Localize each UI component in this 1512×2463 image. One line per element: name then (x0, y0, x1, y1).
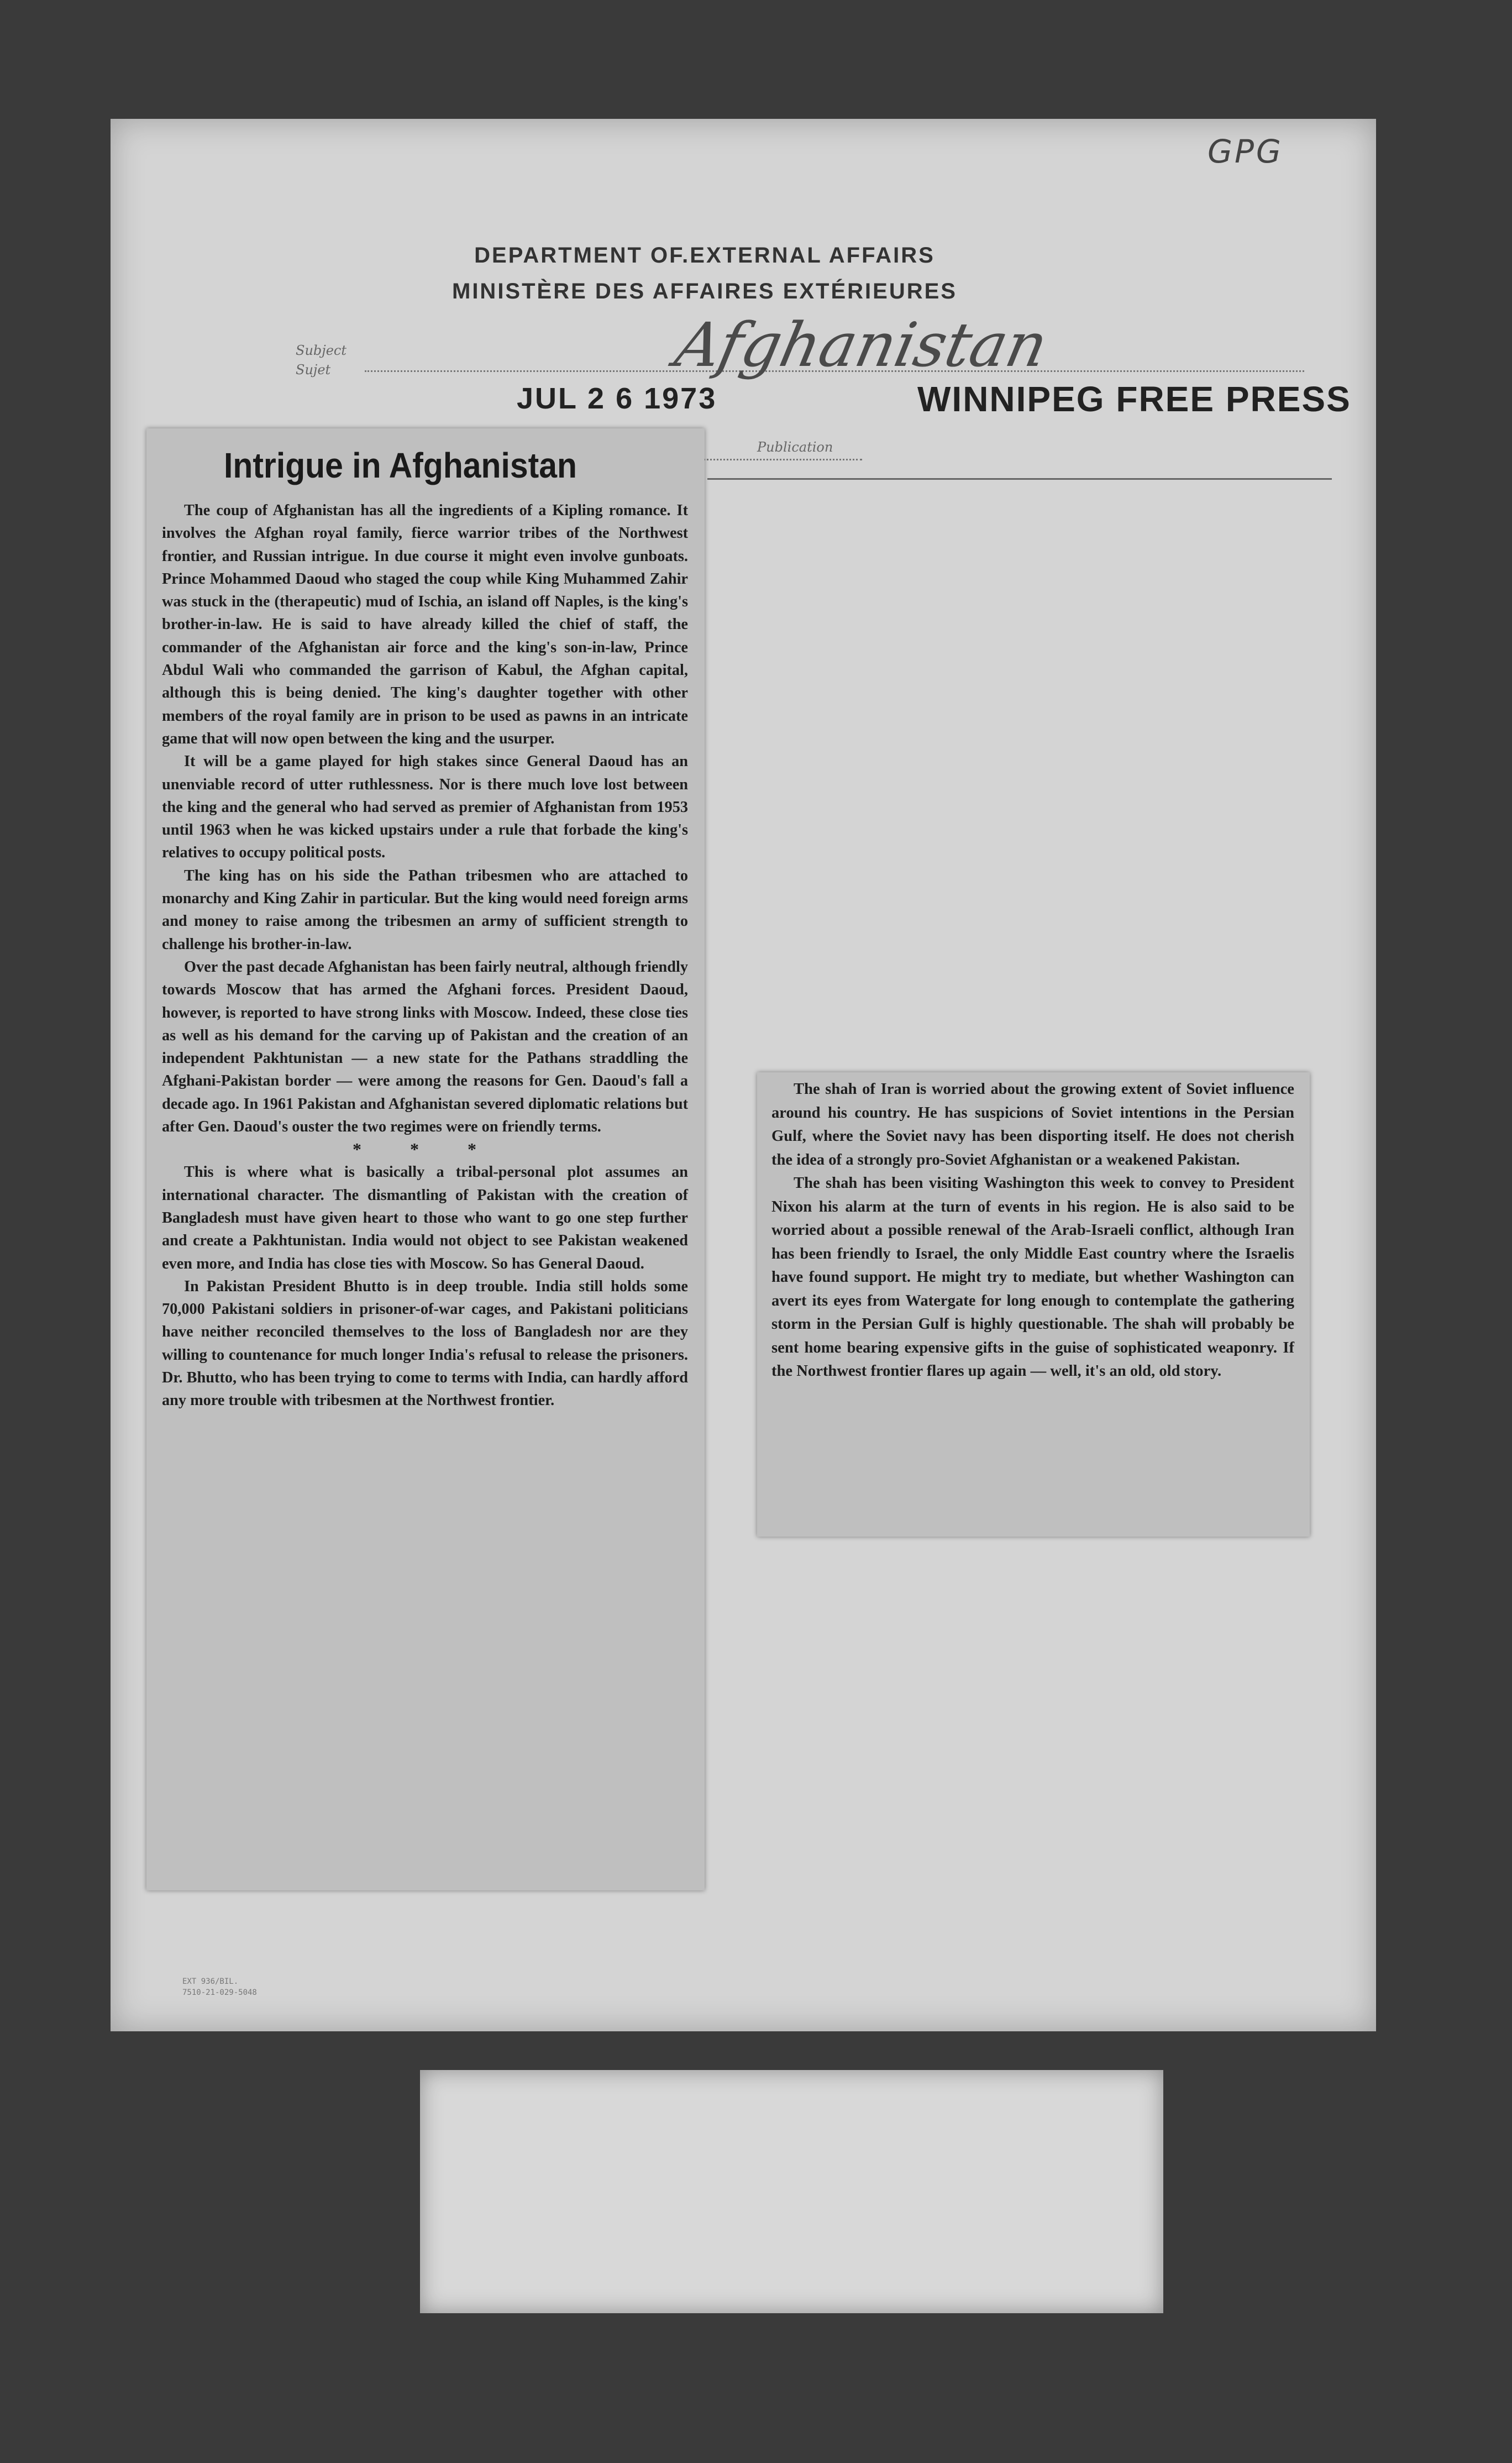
publication-dotted-line (696, 459, 862, 460)
clipping-paragraph: In Pakistan President Bhutto is in deep trouble. India still holds some 70,000 Pakistani soldiers in prisoner-of-war cages, and Pakistani politicians have neither reconciled themselves to the loss of Bangladesh nor are they willing to countenance for much longer India's refusal to release the prisoners. Dr. Bhutto, who has been trying to come to terms with India, can hardly afford any more trouble with tribesmen at the Northwest frontier. (162, 1277, 688, 1409)
publication-label: Publication (757, 439, 833, 455)
archive-sheet (111, 119, 1376, 2031)
newspaper-clipping-continued (757, 1072, 1310, 1537)
clipping-paragraph: It will be a game played for high stakes since General Daoud has an unenviable record of utter ruthlessness. Nor is there much love lost between the king and the general who had served as premier of Afghanistan from 1953 until 1963 when he was kicked upstairs under a rule that forbade the king's relatives to occupy political posts. (162, 753, 688, 862)
department-name-fr: MINISTÈRE DES AFFAIRES EXTÉRIEURES (452, 279, 957, 303)
form-code-line: EXT 936/BIL. (182, 1977, 239, 1986)
header-rule (707, 478, 1332, 480)
section-separator: * * * (353, 1139, 498, 1160)
clipping-paragraph: The coup of Afghanistan has all the ingredients of a Kipling romance. It involves the Afghan royal family, fierce warrior tribes of the Northwest frontier, and Russian intrigue. In due course it might even involve gunboats. Prince Mohammed Daoud who staged the coup while King Muhammed Zahir was stuck in the (therapeutic) mud of Ischia, an island off Naples, is the king's brother-in-law. He is said to have already killed the chief of staff, the commander of the Afghanistan air force and the king's son-in-law, Prince Abdul Wali who commanded the garrison of Kabul, the Afghan capital, although this is being denied. The king's daughter together with other members of the royal family are in prison to be used as pawns in an intricate game that will now open between the king and the usurper. (162, 502, 688, 747)
sujet-label: Sujet (296, 362, 331, 378)
clipping-paragraph: Over the past decade Afghanistan has been fairly neutral, although friendly towards Moscow that has armed the Afghani forces. President Daoud, however, is reported to have strong links with Moscow. Indeed, these close ties as well as his demand for the carving up of Pakistan and the creation of an independent Pakhtunistan — a new state for the Pathans straddling the Afghani-Pakistan border — were among the reasons for Gen. Daoud's fall a decade ago. In 1961 Pakistan and Afghanistan severed diplomatic relations but after Gen. Daoud's ouster the two regimes were on friendly terms. (162, 958, 688, 1136)
clipping-paragraph: The king has on his side the Pathan tribesmen who are attached to monarchy and King Zahir in particular. But the king would need foreign arms and money to raise among the tribesmen an army of sufficient strength to challenge his brother-in-law. (162, 867, 688, 953)
form-code-line: 7510-21-029-5048 (182, 1988, 257, 1997)
form-code (182, 1976, 257, 1998)
subject-label: Subject (296, 343, 347, 358)
corner-file-mark: GPG (1208, 133, 1283, 170)
publication-stamp: WINNIPEG FREE PRESS (917, 379, 1351, 419)
clipping-headline: Intrigue in Afghanistan (224, 446, 577, 485)
department-name-en: DEPARTMENT OF.EXTERNAL AFFAIRS (474, 243, 935, 268)
clipping-paragraph: The shah of Iran is worried about the growing extent of Soviet influence around his country. He has suspicions of Soviet intentions in the Persian Gulf, where the Soviet navy has been disporting itself. He does not cherish the idea of a strongly pro-Soviet Afghanistan or a weakened Pakistan. (771, 1081, 1294, 1168)
newspaper-clipping-main (146, 428, 705, 1890)
clipping-paragraph: This is where what is basically a tribal-personal plot assumes an international character. The dismantling of Pakistan with the creation of Bangladesh must have given heart to those who want to go one step further and create a Pakhtunistan. India would not object to see Pakistan weakened even more, and India has close ties with Moscow. So has General Daoud. (162, 1164, 688, 1272)
blank-index-card (420, 2070, 1163, 2313)
subject-handwritten: Afghanistan (669, 310, 1054, 380)
clipping-paragraph: The shah has been visiting Washington this week to convey to President Nixon his alarm at the turn of events in his region. He is also said to be worried about a possible renewal of the Arab-Israeli conflict, although Iran has been friendly to Israel, the only Middle East country where the Israelis have found support. He might try to mediate, but whether Washington can avert its eyes from Watergate for long enough to contemplate the gathering storm in the Persian Gulf is highly questionable. The shah will probably be sent home bearing expensive gifts in the guise of sophisticated weaponry. If the Northwest frontier flares up again — well, it's an old, old story. (771, 1175, 1294, 1380)
date-stamp: JUL 2 6 1973 (517, 382, 717, 415)
